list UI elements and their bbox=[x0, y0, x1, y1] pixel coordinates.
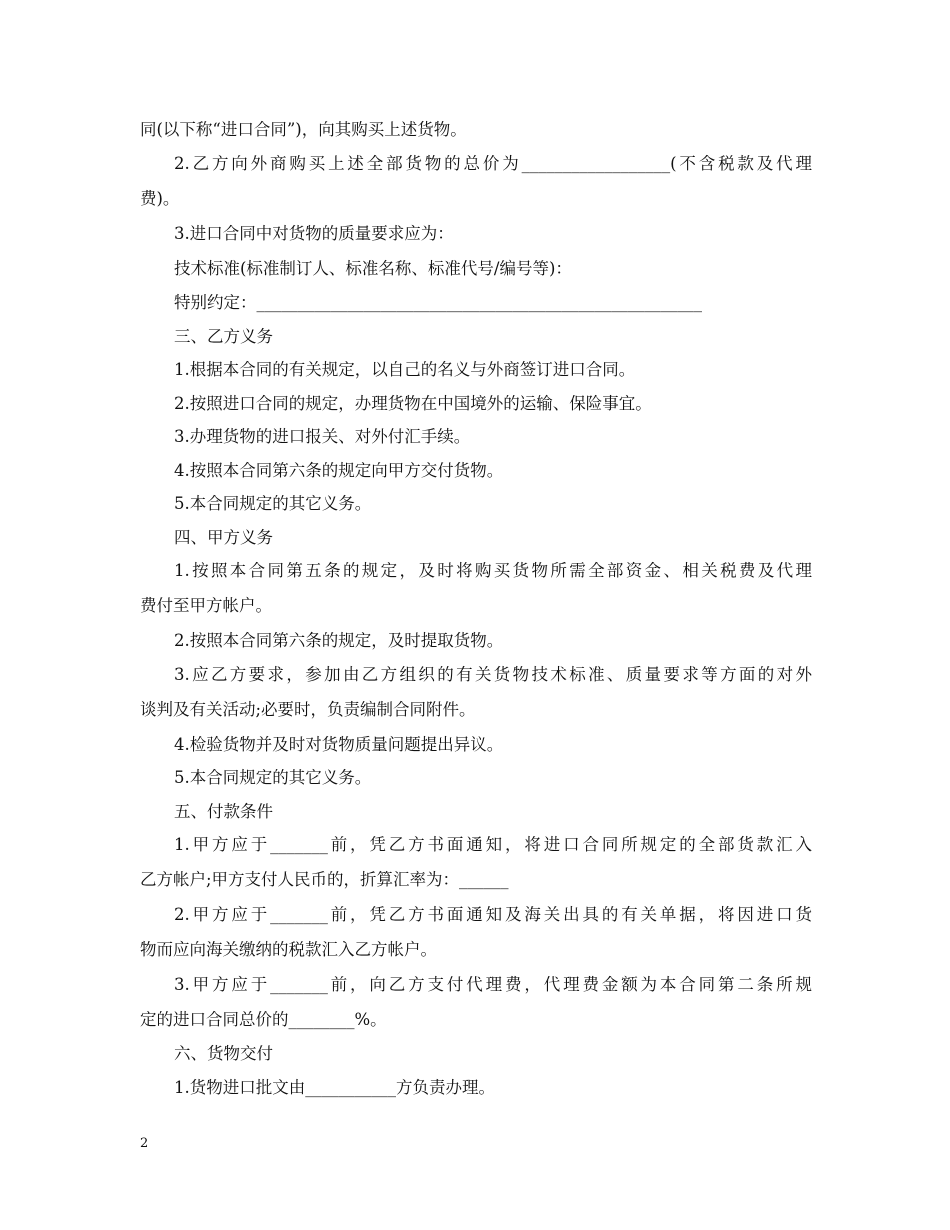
section-heading: 三、乙方义务 bbox=[174, 327, 273, 346]
paragraph-line: 4.按照本合同第六条的规定向甲方交付货物。 bbox=[174, 461, 504, 480]
paragraph-line: 同(以下称“进口合同”)，向其购买上述货物。 bbox=[140, 120, 467, 139]
paragraph-line: 5.本合同规定的其它义务。 bbox=[174, 494, 372, 513]
paragraph-line: 特别约定：______________________________________________________ bbox=[174, 293, 702, 312]
paragraph-line: 技术标准(标准制订人、标准名称、标准代号/编号等)： bbox=[174, 259, 572, 278]
section-heading: 六、货物交付 bbox=[174, 1044, 273, 1063]
paragraph-line: 2.按照本合同第六条的规定，及时提取货物。 bbox=[174, 631, 504, 650]
paragraph-line: 3.应乙方要求，参加由乙方组织的有关货物技术标准、质量要求等方面的对外 bbox=[174, 665, 812, 684]
paragraph-line: 2.乙方向外商购买上述全部货物的总价为__________________(不含税款及代理 bbox=[174, 154, 812, 173]
paragraph-line: 3.进口合同中对货物的质量要求应为： bbox=[174, 224, 454, 243]
paragraph-line: 1.甲方应于_______前，凭乙方书面通知，将进口合同所规定的全部货款汇入 bbox=[174, 835, 812, 854]
paragraph-line: 谈判及有关活动;必要时，负责编制合同附件。 bbox=[140, 700, 476, 719]
paragraph-line: 5.本合同规定的其它义务。 bbox=[174, 768, 372, 787]
paragraph-line: 费)。 bbox=[140, 189, 180, 208]
section-heading: 四、甲方义务 bbox=[174, 528, 273, 547]
paragraph-line: 乙方帐户;甲方支付人民币的，折算汇率为：______ bbox=[140, 870, 509, 889]
paragraph-line: 1.根据本合同的有关规定，以自己的名义与外商签订进口合同。 bbox=[174, 360, 636, 379]
paragraph-line: 费付至甲方帐户。 bbox=[140, 596, 272, 615]
paragraph-line: 4.检验货物并及时对货物质量问题提出异议。 bbox=[174, 735, 504, 754]
paragraph-line: 1.按照本合同第五条的规定，及时将购买货物所需全部资金、相关税费及代理 bbox=[174, 561, 812, 580]
paragraph-line: 物而应向海关缴纳的税款汇入乙方帐户。 bbox=[140, 940, 437, 959]
paragraph-line: 3.甲方应于_______前，向乙方支付代理费，代理费金额为本合同第二条所规 bbox=[174, 975, 812, 994]
paragraph-line: 2.甲方应于_______前，凭乙方书面通知及海关出具的有关单据，将因进口货 bbox=[174, 905, 812, 924]
page-number: 2 bbox=[140, 1136, 149, 1151]
section-heading: 五、付款条件 bbox=[174, 802, 273, 821]
paragraph-line: 2.按照进口合同的规定，办理货物在中国境外的运输、保险事宜。 bbox=[174, 394, 652, 413]
paragraph-line: 3.办理货物的进口报关、对外付汇手续。 bbox=[174, 427, 471, 446]
paragraph-line: 1.货物进口批文由___________方负责办理。 bbox=[174, 1078, 495, 1097]
paragraph-line: 定的进口合同总价的________%。 bbox=[140, 1010, 387, 1029]
